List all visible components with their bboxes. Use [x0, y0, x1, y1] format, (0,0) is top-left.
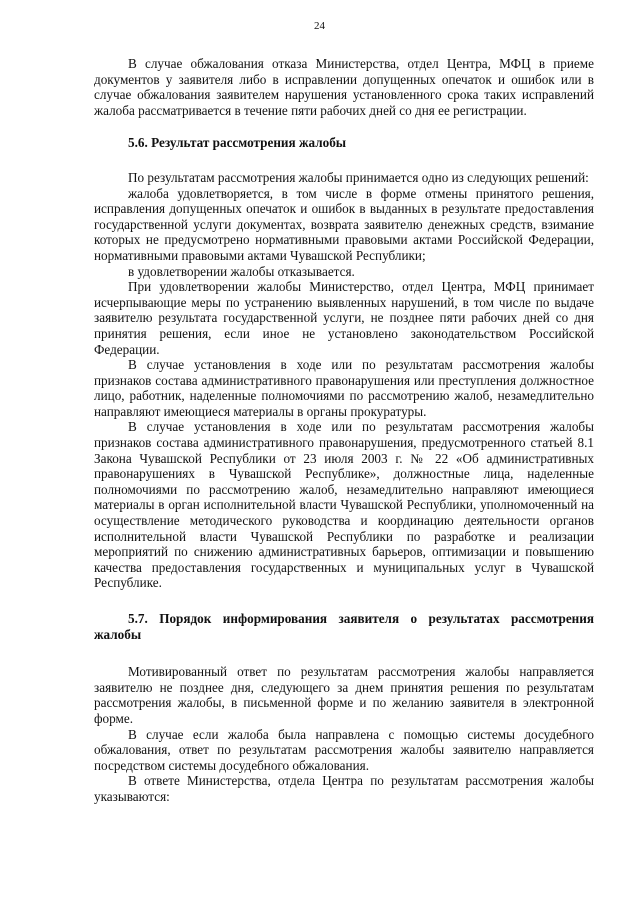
section-heading-5-6: 5.6. Результат рассмотрения жалобы: [128, 135, 347, 151]
paragraph-administrative-referral: В случае установления в ходе или по результатам рассмотрения жалобы признаков состава административного правонарушения, предусмотренного статьей 8.1 Закона Чувашской Республики от 23 июля 2003 г. № 22 «Об административных правонарушениях в Чувашской Республике», должностные лица, наделенные полномочиями по рассмотрению жалоб, незамедлительно направляют имеющиеся материалы в орган исполнительной власти Чувашской Республики, уполномоченный на осуществление методического руководства и координацию деятельности органов исполнительной власти Чувашской Республики по разработке и реализации мероприятий по снижению административных барьеров, оптимизации и повышению качества предоставления государственных и муниципальных услуг в Чувашской Республике.: [94, 419, 594, 591]
paragraph-reasoned-response: Мотивированный ответ по результатам рассмотрения жалобы направляется заявителю не позднее дня, следующего за днем принятия решения по результатам рассмотрения жалобы, в письменной форме и по желанию заявителя в электронной форме.: [94, 664, 594, 726]
paragraph-complaint-rejected: в удовлетворении жалобы отказывается.: [128, 263, 355, 279]
paragraph-decision-options: По результатам рассмотрения жалобы принимается одно из следующих решений:: [128, 169, 589, 185]
paragraph-appeal-refusal: В случае обжалования отказа Министерства, отдел Центра, МФЦ в приеме документов у заявителя либо в исправлении допущенных опечаток и ошибок или в случае обжалования заявителем нарушения установленного срока таких исправлений жалоба рассматривается в течение пяти рабочих дней со дня ее регистрации.: [94, 56, 594, 118]
document-body: [94, 56, 594, 805]
paragraph-prosecution-referral: В случае установления в ходе или по результатам рассмотрения жалобы признаков состава административного правонарушения или преступления должностное лицо, работник, наделенные полномочиями по рассмотрению жалоб, незамедлительно направляют имеющиеся материалы в органы прокуратуры.: [94, 357, 594, 419]
paragraph-complaint-satisfied: жалоба удовлетворяется, в том числе в форме отмены принятого решения, исправления допущенных опечаток и ошибок в выданных в результате предоставления государственной услуги документах, возврата заявителю денежных средств, взимание которых не предусмотрено нормативными правовыми актами Российской Федерации, нормативными правовыми актами Чувашской Республики;: [94, 185, 594, 263]
page-number: 24: [314, 20, 325, 32]
paragraph-pretrial-system-response: В случае если жалоба была направлена с помощью системы досудебного обжалования, ответ по результатам рассмотрения жалобы заявителю направляется посредством системы досудебного обжалования.: [94, 726, 594, 773]
section-heading-5-7: 5.7. Порядок информирования заявителя о результатах рассмотрения жалобы: [94, 611, 594, 642]
paragraph-response-contents: В ответе Министерства, отдела Центра по результатам рассмотрения жалобы указываются:: [94, 773, 594, 804]
paragraph-remedy-measures: При удовлетворении жалобы Министерство, отдел Центра, МФЦ принимает исчерпывающие меры по устранению выявленных нарушений, в том числе по выдаче заявителю результата государственной услуги, не позднее пяти рабочих дней со дня принятия решения, если иное не установлено законодательством Российской Федерации.: [94, 279, 594, 357]
